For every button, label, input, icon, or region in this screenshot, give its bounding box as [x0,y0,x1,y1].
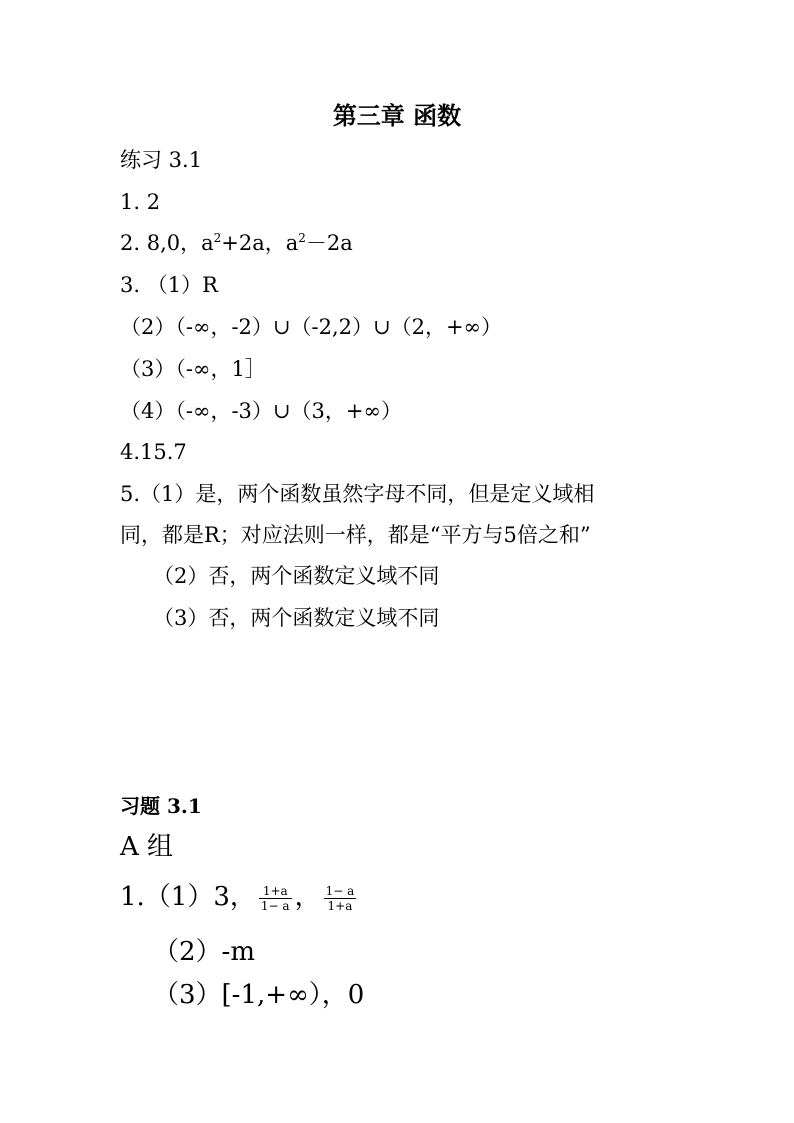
exercise-answer-1-2: （2）-m [153,937,255,967]
page-title: 第三章 函数 [332,101,462,130]
answer-2-prefix: 2. 8,0，a [120,231,214,255]
fraction-numerator: 1− a [325,883,355,898]
fraction-denominator: 1+a [327,898,353,913]
answer-1-prefix: 1.（1）3， [120,882,256,912]
superscript: 2 [213,231,222,245]
practice-answer-5-line1: 5.（1）是，两个函数虽然字母不同，但是定义域相 [120,482,595,506]
practice-answer-5-2: （2）否，两个函数定义域不同 [153,564,440,588]
practice-answer-2 [120,229,353,257]
superscript: 2 [298,231,306,245]
practice-answer-3-1: 3. （1）R [120,273,218,297]
practice-answer-1: 1. 2 [120,190,161,214]
fraction-numerator: 1+a [259,884,292,899]
practice-answer-4: 4.15.7 [120,440,187,464]
fraction-denominator: 1− a [260,898,290,913]
exercise-answer-1-1 [120,880,359,914]
practice-answer-3-3: （3）（-∞，1］ [120,357,266,381]
practice-answer-5-3: （3）否，两个函数定义域不同 [153,606,440,630]
fraction [324,884,357,913]
separator: ， [294,882,321,912]
practice-heading: 练习 3.1 [120,148,203,172]
practice-answer-3-2: （2）（-∞，-2）∪（-2,2）∪（2，+∞） [120,315,503,339]
practice-answer-5-line2: 同，都是R；对应法则一样，都是“平方与5倍之和” [120,523,591,547]
answer-2-middle: +2a，a [221,231,299,255]
answer-2-suffix: －2a [305,231,353,255]
fraction [259,884,292,913]
exercise-answer-1-3: （3）[-1,+∞），0 [153,980,365,1010]
exercise-heading: 习题 3.1 [120,794,202,818]
practice-answer-3-4: （4）（-∞，-3）∪（3，+∞） [120,399,402,423]
group-label: A 组 [120,832,174,862]
